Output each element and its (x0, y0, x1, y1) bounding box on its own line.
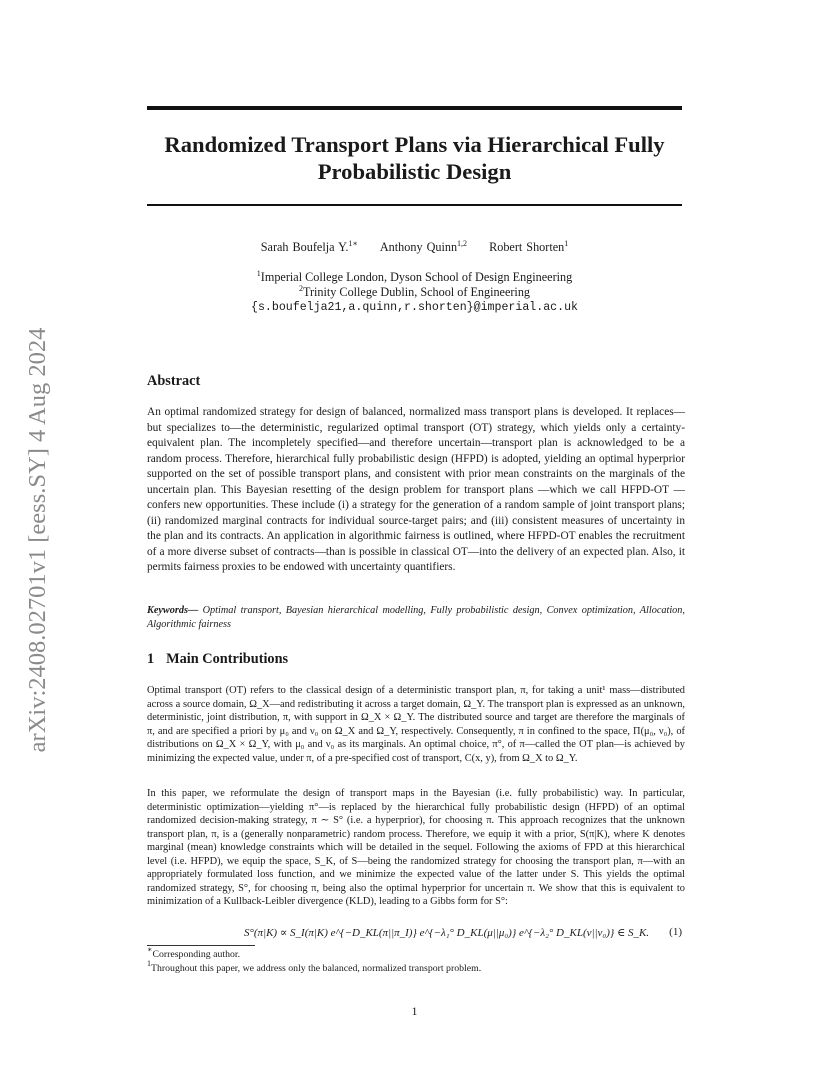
keywords-label: Keywords— (147, 605, 199, 616)
equation-body: S°(π|K) ∝ S_I(π|K) e^{−D_KL(π||π_I)} e^{−λ₁° D_KL(μ||μ₀)} e^{−λ₂° D_KL(ν||ν₀)} ∈ S_K. (244, 927, 650, 939)
arxiv-sidebar (18, 270, 58, 810)
title-bottom-rule (147, 204, 682, 206)
author: Sarah Boufelja Y.$^{1∗}$ (260, 239, 358, 254)
footnote: $^1$Throughout this paper, we address only the balanced, normalized transport problem. (147, 959, 482, 974)
arxiv-identifier: arXiv:2408.02701v1 [eess.SY] 4 Aug 2024 (24, 327, 51, 753)
author-emails: {s.boufelja21,a.quinn,r.shorten}@imperial.ac.uk (251, 301, 578, 314)
section-heading: 1 Main Contributions (147, 651, 289, 667)
paper-title: Randomized Transport Plans via Hierarchical Fully Probabilistic Design (164, 132, 665, 184)
equation (147, 926, 682, 942)
affiliation: $^2$Trinity College Dublin, School of Engineering (298, 284, 531, 299)
author-list (147, 240, 682, 255)
affiliation: $^1$Imperial College London, Dyson School of Design Engineering (256, 269, 573, 284)
equation-number: (1) (669, 926, 682, 938)
abstract-text: An optimal randomized strategy for design of balanced, normalized mass transport plans is developed. It replaces—but specializes to—the deterministic, regularized optimal transport (OT) strategy, which yields only a certainty-equivalent plan. The incompletely specified—and therefore uncertain—transport plan is acknowledged to be a random process. Therefore, hierarchical fully probabilistic design (HFPD) is adopted, yielding an optimal hyperprior supported on the set of possible transport plans, and consistent with prior mean constraints on the marginals of the uncertain plan. This Bayesian resetting of the design problem for transport plans —which we call HFPD-OT — confers new opportunities. These include (i) a strategy for the generation of a random sample of joint transport plans; (ii) randomized marginal contracts for individual source-target pairs; and (iii) consistent measures of uncertainty in the plan and its contracts. An application in algorithmic fairness is outlined, where HFPD-OT enables the recruitment of a more diverse subset of contracts—than is possible in classical OT—into the delivery of an expected plan. Also, it permits fairness proxies to be endowed with uncertainty quantifiers. (147, 406, 685, 574)
author: Robert Shorten$^1$ (489, 239, 569, 254)
footnote-rule (147, 945, 255, 946)
page-number: 1 (411, 1004, 418, 1018)
paragraph: In this paper, we reformulate the design of transport maps in the Bayesian (i.e. fully probabilistic) way. In particular, deterministic optimization—yielding π°—is replaced by the hierarchical fully probabilistic design (HFPD) of an optimal randomized decision-making strategy, π ∼ S° (i.e. a hyperprior), for choosing π. This approach recognizes that the unknown transport plan, π, is a (generally nonparametric) random process. Therefore, we equip it with a prior, S(π|K), where K denotes marginal (mean) knowledge constraints which will be detailed in the sequel. Following the axioms of FPD at this hierarchical level (i.e. HFPD), we equip the space, S_K, of S—being the randomized strategy for choosing the transport plan, π—with an appropriately formulated loss function, and we minimize the expected value of the latter under S. This yields the optimal randomized strategy, S°, for choosing π, being also the optimal hyperprior for uncertain π. We show that this is equivalent to minimization of a Kullback-Leibler divergence (KLD), leading to a Gibbs form for S°: (147, 788, 685, 908)
author: Anthony Quinn$^{1,2}$ (379, 239, 468, 254)
footnote: ∗Corresponding author. (147, 945, 241, 960)
keywords (147, 604, 685, 632)
keywords-text: Optimal transport, Bayesian hierarchical modelling, Fully probabilistic design, Convex optimization, Allocation, Algorithmic fairness (147, 605, 685, 630)
title-top-rule (147, 106, 682, 110)
abstract-heading: Abstract (147, 373, 201, 389)
paragraph: Optimal transport (OT) refers to the classical design of a deterministic transport plan, π, for taking a unit¹ mass—distributed across a source domain, Ω_X—and redistributing it across a target domain, Ω_Y. The transport plan is expressed as an unknown, deterministic, joint distribution, π, with support in Ω_X × Ω_Y. The distributed source and target are therefore the marginals of π, and are specified a priori by μ₀ and ν₀ on Ω_X and Ω_Y, respectively. Consequently, π in confined to the space, Π(μ₀, ν₀), of distributions on Ω_X × Ω_Y, with μ₀ and ν₀ as its marginals. An optimal choice, π°, of π—called the OT plan—is achieved by minimizing the expected value, under π, of a pre-specified cost of transport, C(x, y), from Ω_X to Ω_Y. (147, 685, 685, 764)
affiliations (147, 270, 682, 315)
